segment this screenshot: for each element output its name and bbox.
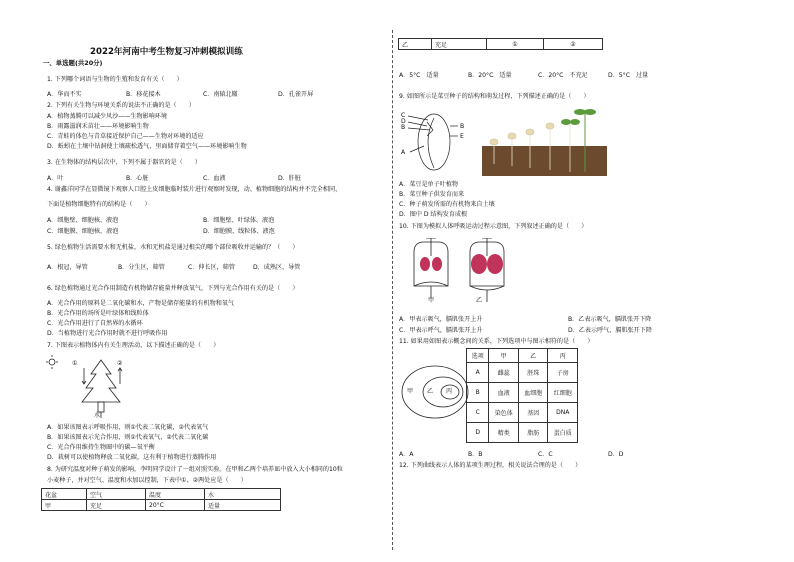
- q11-opt-b: B．B: [468, 451, 483, 458]
- q9-label-e: E: [460, 133, 464, 140]
- table-cell: 脂肪: [518, 423, 548, 443]
- q7-opt-c: C．光合作用维持生物圈中的碳—氧平衡: [47, 444, 155, 451]
- table-row: [399, 39, 603, 50]
- q8-stem: 8. 为研究温度对种子萌发的影响，李明同学设计了一组对照实验。在甲和乙两个培养皿中放入大小相同的10粒: [47, 466, 343, 473]
- q10-opt-c: C．甲表示呼气，膈肌张开上升: [399, 327, 483, 334]
- q3-opt-b: B．心脏: [126, 175, 149, 182]
- q8-table: [41, 488, 281, 511]
- q5-stem: 5. 绿色植物生活需要水和无机盐，水和无机盐是通过根尖的哪个部位吸收并运输的？（ ）: [47, 244, 299, 251]
- table-cell: 水: [205, 489, 281, 500]
- q8-opt-a: A．5°C 适量: [399, 72, 439, 79]
- q10-label-yi: 乙: [476, 297, 483, 304]
- q8-opt-d: D．5°C 过量: [608, 72, 649, 79]
- table-row: [467, 383, 578, 403]
- table-cell: 空气: [87, 489, 146, 500]
- table-cell: 充足: [87, 500, 146, 511]
- q1-stem: 1. 下列哪个词语与生物的生殖和发育有关（ ）: [47, 76, 183, 83]
- table-row: [467, 349, 578, 363]
- q7-opt-d: D．栽树可以使植物释放二氧化碳，这有利于植物进行蒸腾作用: [47, 454, 217, 461]
- table-cell: 乙: [518, 349, 548, 363]
- table-cell: 乙: [399, 39, 432, 50]
- tree-diagram: [46, 354, 136, 420]
- table-cell: B: [467, 383, 489, 403]
- q9-label-b: B: [401, 124, 406, 131]
- bean-seed-diagram: [400, 106, 610, 178]
- table-cell: 甲: [489, 349, 519, 363]
- q10-stem: 10. 下图为模拟人体呼吸运动过程示意图，下列叙述正确的是（ ）: [399, 223, 588, 230]
- q7-stem: 7. 下图表示植物体内有关生理活动，以下描述正确的是（ ）: [47, 342, 220, 349]
- table-cell: 甲: [42, 500, 87, 511]
- q8-opt-c: C．20°C 不充足: [538, 72, 588, 79]
- table-row: [42, 500, 281, 511]
- column-divider: [392, 30, 393, 550]
- table-cell: 蛋白质: [548, 423, 578, 443]
- q9-opt-a: A．菜豆是单子叶植物: [399, 181, 459, 188]
- q3-opt-c: C．血液: [203, 175, 226, 182]
- q6-opt-a: A．光合作用的原料是二氧化碳和水，产物是储存能量的有机物和氧气: [47, 300, 234, 307]
- q10-opt-b: B．乙表示吸气，膈肌张开下降: [568, 316, 652, 323]
- q4-stem2: 下面是植物细胞特有的结构是（ ）: [47, 201, 151, 208]
- table-cell: 胚珠: [518, 363, 548, 383]
- table-cell: ②: [544, 39, 603, 50]
- q5-opt-c: C．伸长区，筛管: [188, 264, 235, 271]
- venn-label-bing: 丙: [446, 388, 453, 395]
- q11-opt-c: C．C: [538, 451, 553, 458]
- q2-opt-c: C．青蛙的体色与青草接近保护自己——生物对环境的适应: [47, 133, 204, 140]
- q4-opt-b: B．细胞壁、叶绿体、液泡: [203, 217, 275, 224]
- q9-opt-c: C．种子萌发所需的有机物来自土壤: [399, 201, 495, 208]
- breathing-model-diagram: [408, 238, 518, 306]
- q9-stem: 9. 如图所示是菜豆种子的结构和萌发过程，下列描述正确的是（ ）: [399, 93, 590, 100]
- table-cell: 血细胞: [518, 383, 548, 403]
- section-heading: 一、单选题(共20分): [43, 59, 103, 67]
- page-title: 2022年河南中考生物复习冲刺模拟训练: [90, 47, 243, 57]
- q1-opt-c: C．南辕北辙: [203, 91, 238, 98]
- q8-opt-b: B．20°C 适量: [468, 72, 512, 79]
- q9-label-e1: B: [460, 123, 465, 130]
- table-row: [467, 363, 578, 383]
- q9-opt-d: D．图中 D 结构发育成根: [399, 211, 468, 218]
- table-cell: 充足: [432, 39, 487, 50]
- q4-opt-d: D．细胞膜、线粒体、液泡: [203, 228, 275, 235]
- venn-label-yi: 乙: [427, 388, 434, 395]
- table-row: [467, 403, 578, 423]
- q9-opt-b: B．菜豆种子供发育而来: [399, 191, 465, 198]
- q3-opt-d: D．肝脏: [278, 175, 301, 182]
- q6-opt-b: B．光合作用的场所是叶绿体和线粒体: [47, 310, 149, 317]
- table-cell: 20°C: [146, 500, 205, 511]
- table-cell: 丙: [548, 349, 578, 363]
- q11-table: [466, 348, 578, 443]
- q4-stem: 4. 谢鑫洋同学在显微镜下观察人口腔上皮细胞临时装片进行观察时发现，动、植物细胞的结构并不完全相同，: [47, 186, 342, 193]
- table-cell: 温度: [146, 489, 205, 500]
- q3-opt-a: A．叶: [47, 175, 64, 182]
- table-cell: 精类: [489, 423, 519, 443]
- q4-opt-a: A．细胞壁、细胞核、液泡: [47, 217, 119, 224]
- q9-label-d: D: [401, 118, 406, 125]
- table-cell: 血液: [489, 383, 519, 403]
- q5-opt-a: A．根冠，导管: [47, 264, 88, 271]
- q11-opt-a: A．A: [399, 451, 414, 458]
- q1-opt-b: B．移花接木: [126, 91, 161, 98]
- q2-stem: 2. 下列有关生物与环境关系的说法不正确的是（ ）: [47, 102, 195, 109]
- table-cell: ①: [487, 39, 544, 50]
- table-cell: A: [467, 363, 489, 383]
- table-cell: DNA: [548, 403, 578, 423]
- q6-opt-c: C．光合作用进行了自然界的水循环: [47, 320, 143, 327]
- table-cell: 子房: [548, 363, 578, 383]
- q2-opt-d: D．蚯蚓在土壤中钻洞使土壤疏松透气，里面储存着空气——环境影响生物: [47, 143, 247, 150]
- q9-label-c: C: [401, 112, 406, 119]
- table-cell: 花盆: [42, 489, 87, 500]
- q10-opt-a: A．甲表示吸气，膈肌张开上升: [399, 316, 483, 323]
- q8-stem2: 小麦种子，并对空气、温度和水加以控制，下表中①、②两处应是（ ）: [47, 477, 247, 484]
- table-cell: 选项: [467, 349, 489, 363]
- q7-opt-a: A．如果该图表示呼吸作用，则①代表二氧化碳，②代表氧气: [47, 424, 209, 431]
- table-cell: 基因: [518, 403, 548, 423]
- table-cell: D: [467, 423, 489, 443]
- q6-opt-d: D．当植物进行光合作用时就不进行呼吸作用: [47, 330, 168, 337]
- table-row: [42, 489, 281, 500]
- venn-label-jia: 甲: [407, 388, 414, 395]
- q11-opt-d: D．D: [608, 451, 624, 458]
- table-cell: 染色体: [489, 403, 519, 423]
- q5-opt-d: D．成熟区，导管: [253, 264, 301, 271]
- q5-opt-b: B．分生区，筛管: [118, 264, 165, 271]
- q7-label-2: ②: [117, 360, 123, 367]
- q3-stem: 3. 在生物体的结构层次中，下列不属于器官的是（ ）: [47, 159, 202, 166]
- table-cell: C: [467, 403, 489, 423]
- q1-opt-d: D．孔雀开屏: [278, 91, 314, 98]
- table-cell: 适量: [205, 500, 281, 511]
- q9-label-a: A: [401, 149, 406, 156]
- table-cell: 雌蕊: [489, 363, 519, 383]
- q10-label-jia: 甲: [428, 297, 435, 304]
- q11-stem: 11. 如果用如图表示概念间的关系，下列选项中与图示相符的是（ ）: [399, 338, 594, 345]
- q12-stem: 12. 下列曲线表示人体的某项生理过程，相关说法合理的是（ ）: [399, 462, 582, 469]
- q4-opt-c: C．细胞膜、细胞核、液泡: [47, 228, 119, 235]
- q6-stem: 6. 绿色植物通过光合作用制造有机物储存能量并释放氧气，下列与光合作用有关的是（ ）: [47, 285, 299, 292]
- q1-opt-a: A．华而不实: [47, 91, 82, 98]
- table-cell: 红细胞: [548, 383, 578, 403]
- q7-label-1: ①: [72, 360, 78, 367]
- q7-label-water: 水: [94, 412, 101, 419]
- q7-opt-b: B．如果该图表示光合作用，则①代表氧气，②代表二氧化碳: [47, 434, 209, 441]
- q10-opt-d: D．乙表示呼气，膈肌张开下降: [568, 327, 652, 334]
- q8-table-continued: [398, 38, 603, 50]
- q2-opt-a: A．植物蒸腾可以减少风沙——生物影响环境: [47, 113, 167, 120]
- q2-opt-b: B．雨露滋润禾苗壮——环境影响生物: [47, 123, 149, 130]
- table-row: [467, 423, 578, 443]
